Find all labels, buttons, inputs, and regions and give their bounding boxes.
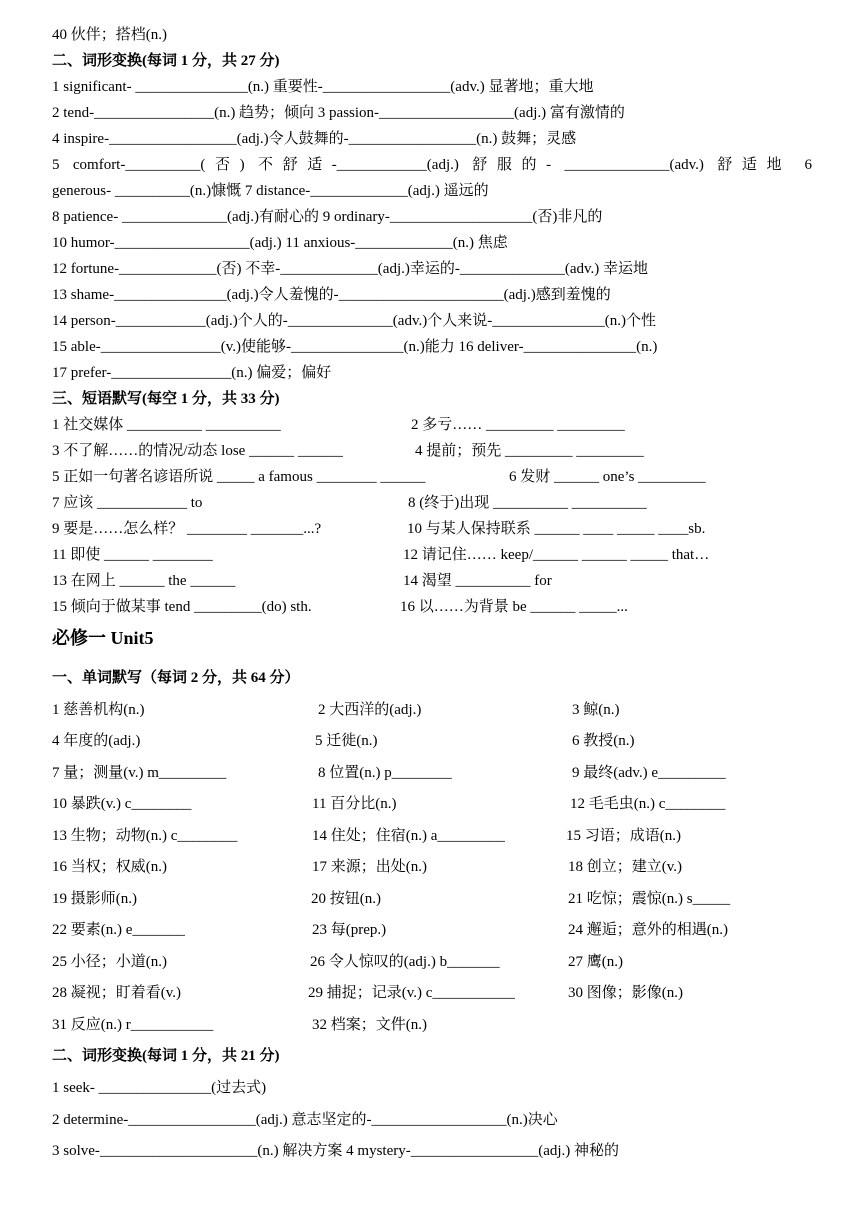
word-form-line: 3 solve-_____________________(n.) 解决方案 4 mystery-_________________(adj.) 神秘的 xyxy=(52,1143,620,1159)
phrase-item: 14 渴望 __________ for xyxy=(403,573,552,589)
phrase-item: 8 (终于)出现 __________ __________ xyxy=(408,495,647,511)
word-item: 28 凝视；盯着看(v.) xyxy=(52,985,182,1001)
word-item: 1 慈善机构(n.) xyxy=(52,702,145,718)
word-form-line: 2 tend-________________(n.) 趋势；倾向 3 passion-__________________(adj.) 富有激情的 xyxy=(52,105,625,121)
word-item: 4 年度的(adj.) xyxy=(52,733,141,749)
word-item: 16 当权；权威(n.) xyxy=(52,859,167,875)
word-form-line: 10 humor-__________________(adj.) 11 anxious-_____________(n.) 焦虑 xyxy=(52,235,508,251)
phrase-item: 3 不了解……的情况/动态 lose ______ ______ xyxy=(52,443,343,459)
section-heading-phrases: 三、短语默写(每空 1 分，共 33 分) xyxy=(52,391,280,407)
word-item: 18 创立；建立(v.) xyxy=(568,859,683,875)
word-item: 8 位置(n.) p________ xyxy=(318,765,452,781)
phrase-item: 11 即使 ______ ________ xyxy=(52,547,213,563)
word-item: 21 吃惊；震惊(n.) s_____ xyxy=(568,891,731,907)
word-form-line: 12 fortune-_____________(否) 不幸-_____________(adj.)幸运的-______________(adv.) 幸运地 xyxy=(52,261,649,277)
word-form-line: 14 person-____________(adj.)个人的-______________(adv.)个人来说-_______________(n.)个性 xyxy=(52,313,656,329)
word-item: 11 百分比(n.) xyxy=(312,796,397,812)
word-item: 20 按钮(n.) xyxy=(311,891,381,907)
word-item: 15 习语；成语(n.) xyxy=(566,828,681,844)
section-heading-word-forms: 二、词形变换(每词 1 分，共 27 分) xyxy=(52,53,280,69)
phrase-item: 16 以……为背景 be ______ _____... xyxy=(400,599,628,615)
word-item: 6 教授(n.) xyxy=(572,733,635,749)
section-heading-word-forms-unit5: 二、词形变换(每词 1 分，共 21 分) xyxy=(52,1048,280,1064)
phrase-item: 10 与某人保持联系 ______ ____ _____ ____sb. xyxy=(407,521,706,537)
phrase-item: 4 提前；预先 _________ _________ xyxy=(415,443,644,459)
phrase-item: 1 社交媒体 __________ __________ xyxy=(52,417,281,433)
word-item: 3 鲸(n.) xyxy=(572,702,620,718)
word-form-line: generous- __________(n.)慷慨 7 distance-_____________(adj.) 遥远的 xyxy=(52,183,489,199)
word-form-line: 1 seek- _______________(过去式) xyxy=(52,1080,267,1096)
vocab-item-40: 40 伙伴；搭档(n.) xyxy=(52,27,167,43)
word-form-line: 2 determine-_________________(adj.) 意志坚定的-__________________(n.)决心 xyxy=(52,1112,558,1128)
phrase-item: 5 正如一句著名谚语所说 _____ a famous ________ ______ xyxy=(52,469,426,485)
word-item: 22 要素(n.) e_______ xyxy=(52,922,185,938)
word-item: 24 邂逅；意外的相遇(n.) xyxy=(568,922,728,938)
word-item: 23 每(prep.) xyxy=(312,922,387,938)
word-item: 29 捕捉；记录(v.) c___________ xyxy=(308,985,515,1001)
word-item: 5 迁徙(n.) xyxy=(315,733,378,749)
unit-title: 必修一 Unit5 xyxy=(52,628,154,648)
word-item: 17 来源；出处(n.) xyxy=(312,859,427,875)
word-item: 26 令人惊叹的(adj.) b_______ xyxy=(310,954,500,970)
word-item: 27 鹰(n.) xyxy=(568,954,623,970)
word-form-line: 1 significant- _______________(n.) 重要性-_________________(adv.) 显著地；重大地 xyxy=(52,79,594,95)
phrase-item: 12 请记住…… keep/______ ______ _____ that… xyxy=(403,547,710,563)
phrase-item: 7 应该 ____________ to xyxy=(52,495,203,511)
word-form-line: 15 able-________________(v.)使能够-_______________(n.)能力 16 deliver-_______________(n.) xyxy=(52,339,658,355)
word-form-line: 4 inspire-_________________(adj.)令人鼓舞的-_________________(n.) 鼓舞；灵感 xyxy=(52,131,577,147)
section-heading-word-dictation: 一、单词默写（每词 2 分，共 64 分） xyxy=(52,670,300,686)
phrase-item: 13 在网上 ______ the ______ xyxy=(52,573,236,589)
word-form-line: 5 comfort-__________(否) 不舒适-____________(adj.) 舒服的- ______________(adv.) 舒适地 6 xyxy=(52,157,812,173)
word-item: 32 档案；文件(n.) xyxy=(312,1017,427,1033)
word-item: 25 小径；小道(n.) xyxy=(52,954,167,970)
phrase-item: 2 多亏…… _________ _________ xyxy=(411,417,625,433)
phrase-item: 9 要是……怎么样？ ________ _______...? xyxy=(52,521,322,537)
word-item: 12 毛毛虫(n.) c________ xyxy=(570,796,726,812)
word-item: 10 暴跌(v.) c________ xyxy=(52,796,192,812)
word-form-line: 17 prefer-________________(n.) 偏爱；偏好 xyxy=(52,365,332,381)
word-item: 19 摄影师(n.) xyxy=(52,891,137,907)
word-form-line: 13 shame-_______________(adj.)令人羞愧的-______________________(adj.)感到羞愧的 xyxy=(52,287,611,303)
word-item: 31 反应(n.) r___________ xyxy=(52,1017,214,1033)
word-item: 2 大西洋的(adj.) xyxy=(318,702,422,718)
word-item: 13 生物；动物(n.) c________ xyxy=(52,828,238,844)
word-item: 9 最终(adv.) e_________ xyxy=(572,765,726,781)
word-item: 14 住处；住宿(n.) a_________ xyxy=(312,828,505,844)
phrase-item: 6 发财 ______ one’s _________ xyxy=(509,469,706,485)
word-item: 7 量；测量(v.) m_________ xyxy=(52,765,227,781)
word-form-line: 8 patience- ______________(adj.)有耐心的 9 ordinary-___________________(否)非凡的 xyxy=(52,209,603,225)
phrase-item: 15 倾向于做某事 tend _________(do) sth. xyxy=(52,599,312,615)
word-item: 30 图像；影像(n.) xyxy=(568,985,683,1001)
